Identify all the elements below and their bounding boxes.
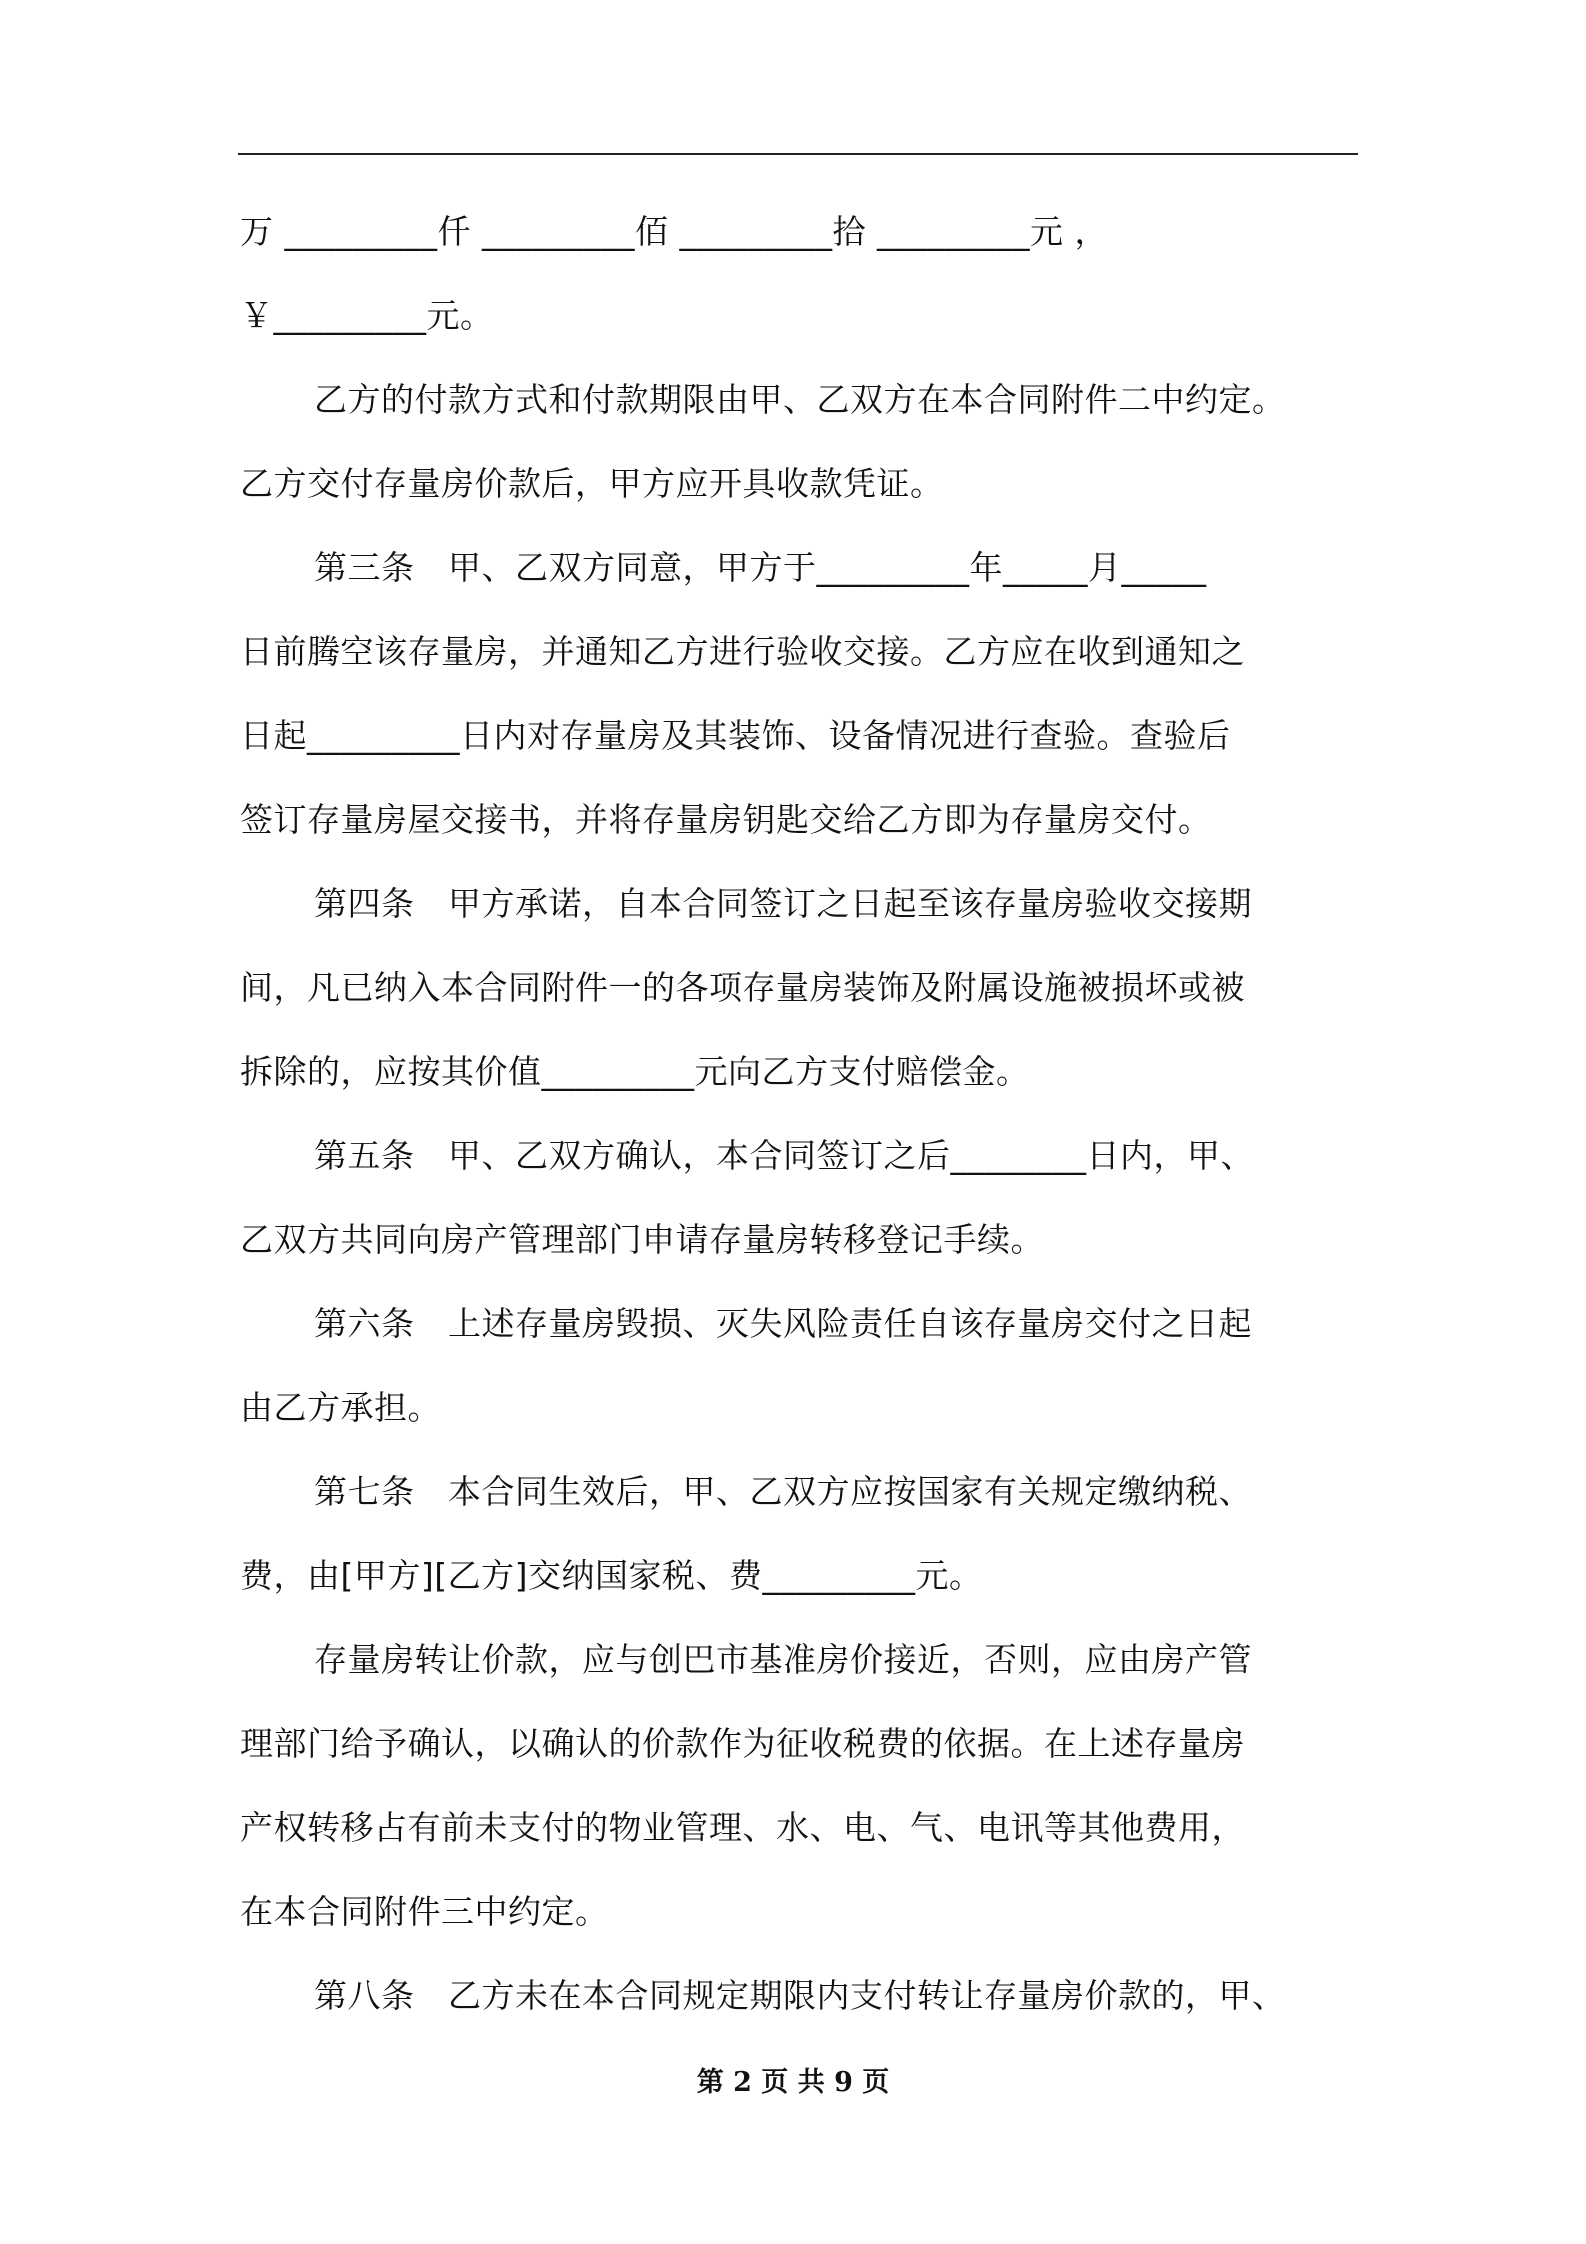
article-4-line: 第四条 甲方承诺，自本合同签订之日起至该存量房验收交接期 xyxy=(314,884,1252,923)
article-8-line: 第八条 乙方未在本合同规定期限内支付转让存量房价款的，甲、 xyxy=(314,1976,1286,2015)
text-line: 万 _________仟 _________佰 _________拾 _________元 ， xyxy=(240,212,1108,251)
article-3-line: 第三条 甲、乙双方同意，甲方于_________年_____月_____ xyxy=(314,548,1207,587)
text-line: 拆除的，应按其价值_________元向乙方支付赔偿金。 xyxy=(240,1052,1030,1091)
text-line: 间，凡已纳入本合同附件一的各项存量房装饰及附属设施被损坏或被 xyxy=(240,968,1245,1007)
text-line: 乙双方共同向房产管理部门申请存量房转移登记手续。 xyxy=(240,1220,1044,1259)
text-line: 由乙方承担。 xyxy=(240,1388,441,1427)
text-line: 日起_________日内对存量房及其装饰、设备情况进行查验。查验后 xyxy=(240,716,1231,755)
text-line: 日前腾空该存量房，并通知乙方进行验收交接。乙方应在收到通知之 xyxy=(240,632,1245,671)
header-rule xyxy=(238,153,1358,155)
text-line: 签订存量房屋交接书，并将存量房钥匙交给乙方即为存量房交付。 xyxy=(240,800,1212,839)
page-number: 第 2 页 共 9 页 xyxy=(696,2067,890,2098)
article-6-line: 第六条 上述存量房毁损、灭失风险责任自该存量房交付之日起 xyxy=(314,1304,1252,1343)
text-line: 产权转移占有前未支付的物业管理、水、电、气、电讯等其他费用， xyxy=(240,1808,1245,1847)
text-line: 费，由[甲方][乙方]交纳国家税、费_________元。 xyxy=(240,1556,983,1595)
document-body xyxy=(240,190,1370,2038)
text-line: 理部门给予确认，以确认的价款作为征收税费的依据。在上述存量房 xyxy=(240,1724,1245,1763)
article-7-line: 第七条 本合同生效后，甲、乙双方应按国家有关规定缴纳税、 xyxy=(314,1472,1252,1511)
paragraph-line: 存量房转让价款，应与创巴市基准房价接近，否则，应由房产管 xyxy=(314,1640,1252,1679)
text-line: 乙方交付存量房价款后，甲方应开具收款凭证。 xyxy=(240,464,944,503)
article-5-line: 第五条 甲、乙双方确认，本合同签订之后________日内，甲、 xyxy=(314,1136,1254,1175)
text-line: 在本合同附件三中约定。 xyxy=(240,1892,609,1931)
paragraph-line: 乙方的付款方式和付款期限由甲、乙双方在本合同附件二中约定。 xyxy=(314,380,1286,419)
text-line: ￥_________元。 xyxy=(240,296,494,335)
